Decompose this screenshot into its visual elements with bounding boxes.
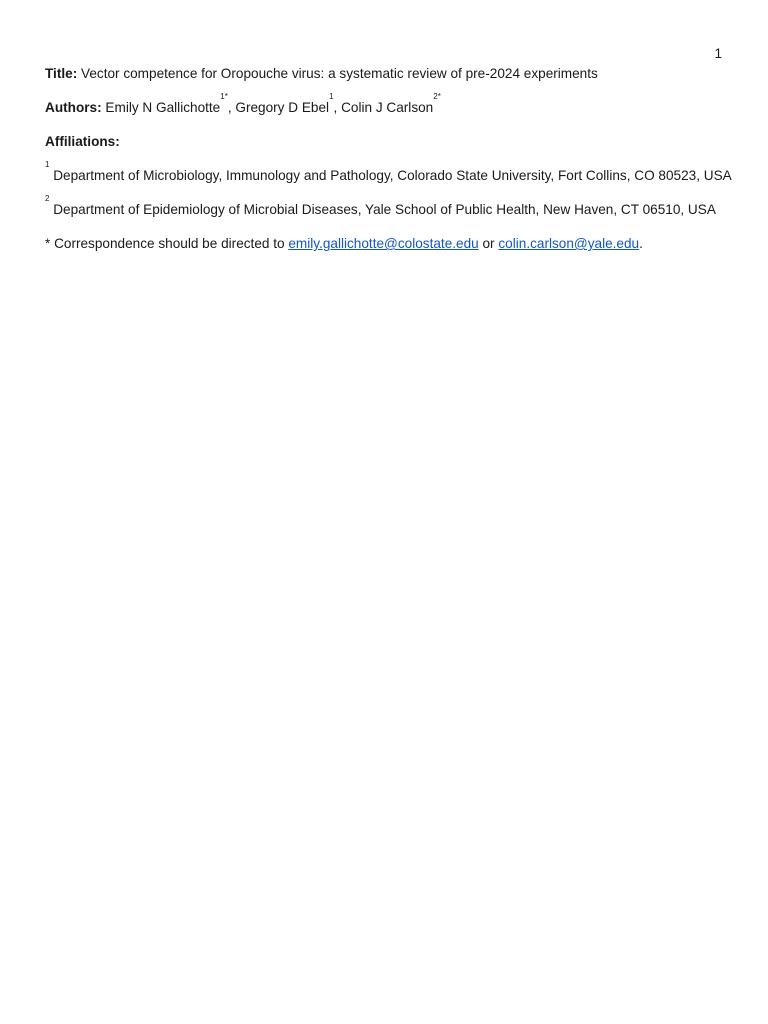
author-separator: ,	[227, 100, 236, 115]
affiliations-heading	[45, 134, 735, 150]
author-affiliation-marks: 2*	[433, 92, 441, 101]
author-name: Emily N Gallichotte	[105, 100, 221, 115]
affiliations-label: Affiliations:	[45, 134, 120, 149]
affiliation-text: Department of Microbiology, Immunology and Pathology, Colorado State University, Fort Collins, CO 80523, USA	[53, 168, 732, 183]
email-link-carlson[interactable]: colin.carlson@yale.edu	[498, 236, 640, 251]
affiliation-text: Department of Epidemiology of Microbial Diseases, Yale School of Public Health, New Haven, CT 06510, USA	[53, 202, 716, 217]
affiliation-item	[45, 160, 735, 184]
author-separator: ,	[333, 100, 342, 115]
title-label: Title:	[45, 66, 78, 81]
correspondence-suffix: .	[639, 236, 643, 251]
authors-label: Authors:	[45, 100, 102, 115]
correspondence-joiner: or	[478, 236, 499, 251]
correspondence-prefix: * Correspondence should be directed to	[45, 236, 289, 251]
author-affiliation-marks: 1	[329, 92, 334, 101]
front-matter	[45, 66, 735, 252]
title-line	[45, 66, 735, 82]
page-number: 1	[714, 46, 722, 61]
correspondence-line	[45, 236, 735, 252]
authors-line	[45, 92, 735, 116]
email-link-gallichotte[interactable]: emily.gallichotte@colostate.edu	[288, 236, 479, 251]
author-name: Colin J Carlson	[341, 100, 434, 115]
paper-title: Vector competence for Oropouche virus: a systematic review of pre-2024 experiments	[81, 66, 598, 81]
affiliation-number: 1	[45, 160, 50, 169]
author-affiliation-marks: 1*	[220, 92, 228, 101]
author-name: Gregory D Ebel	[235, 100, 330, 115]
affiliation-item	[45, 194, 735, 218]
affiliation-number: 2	[45, 194, 50, 203]
